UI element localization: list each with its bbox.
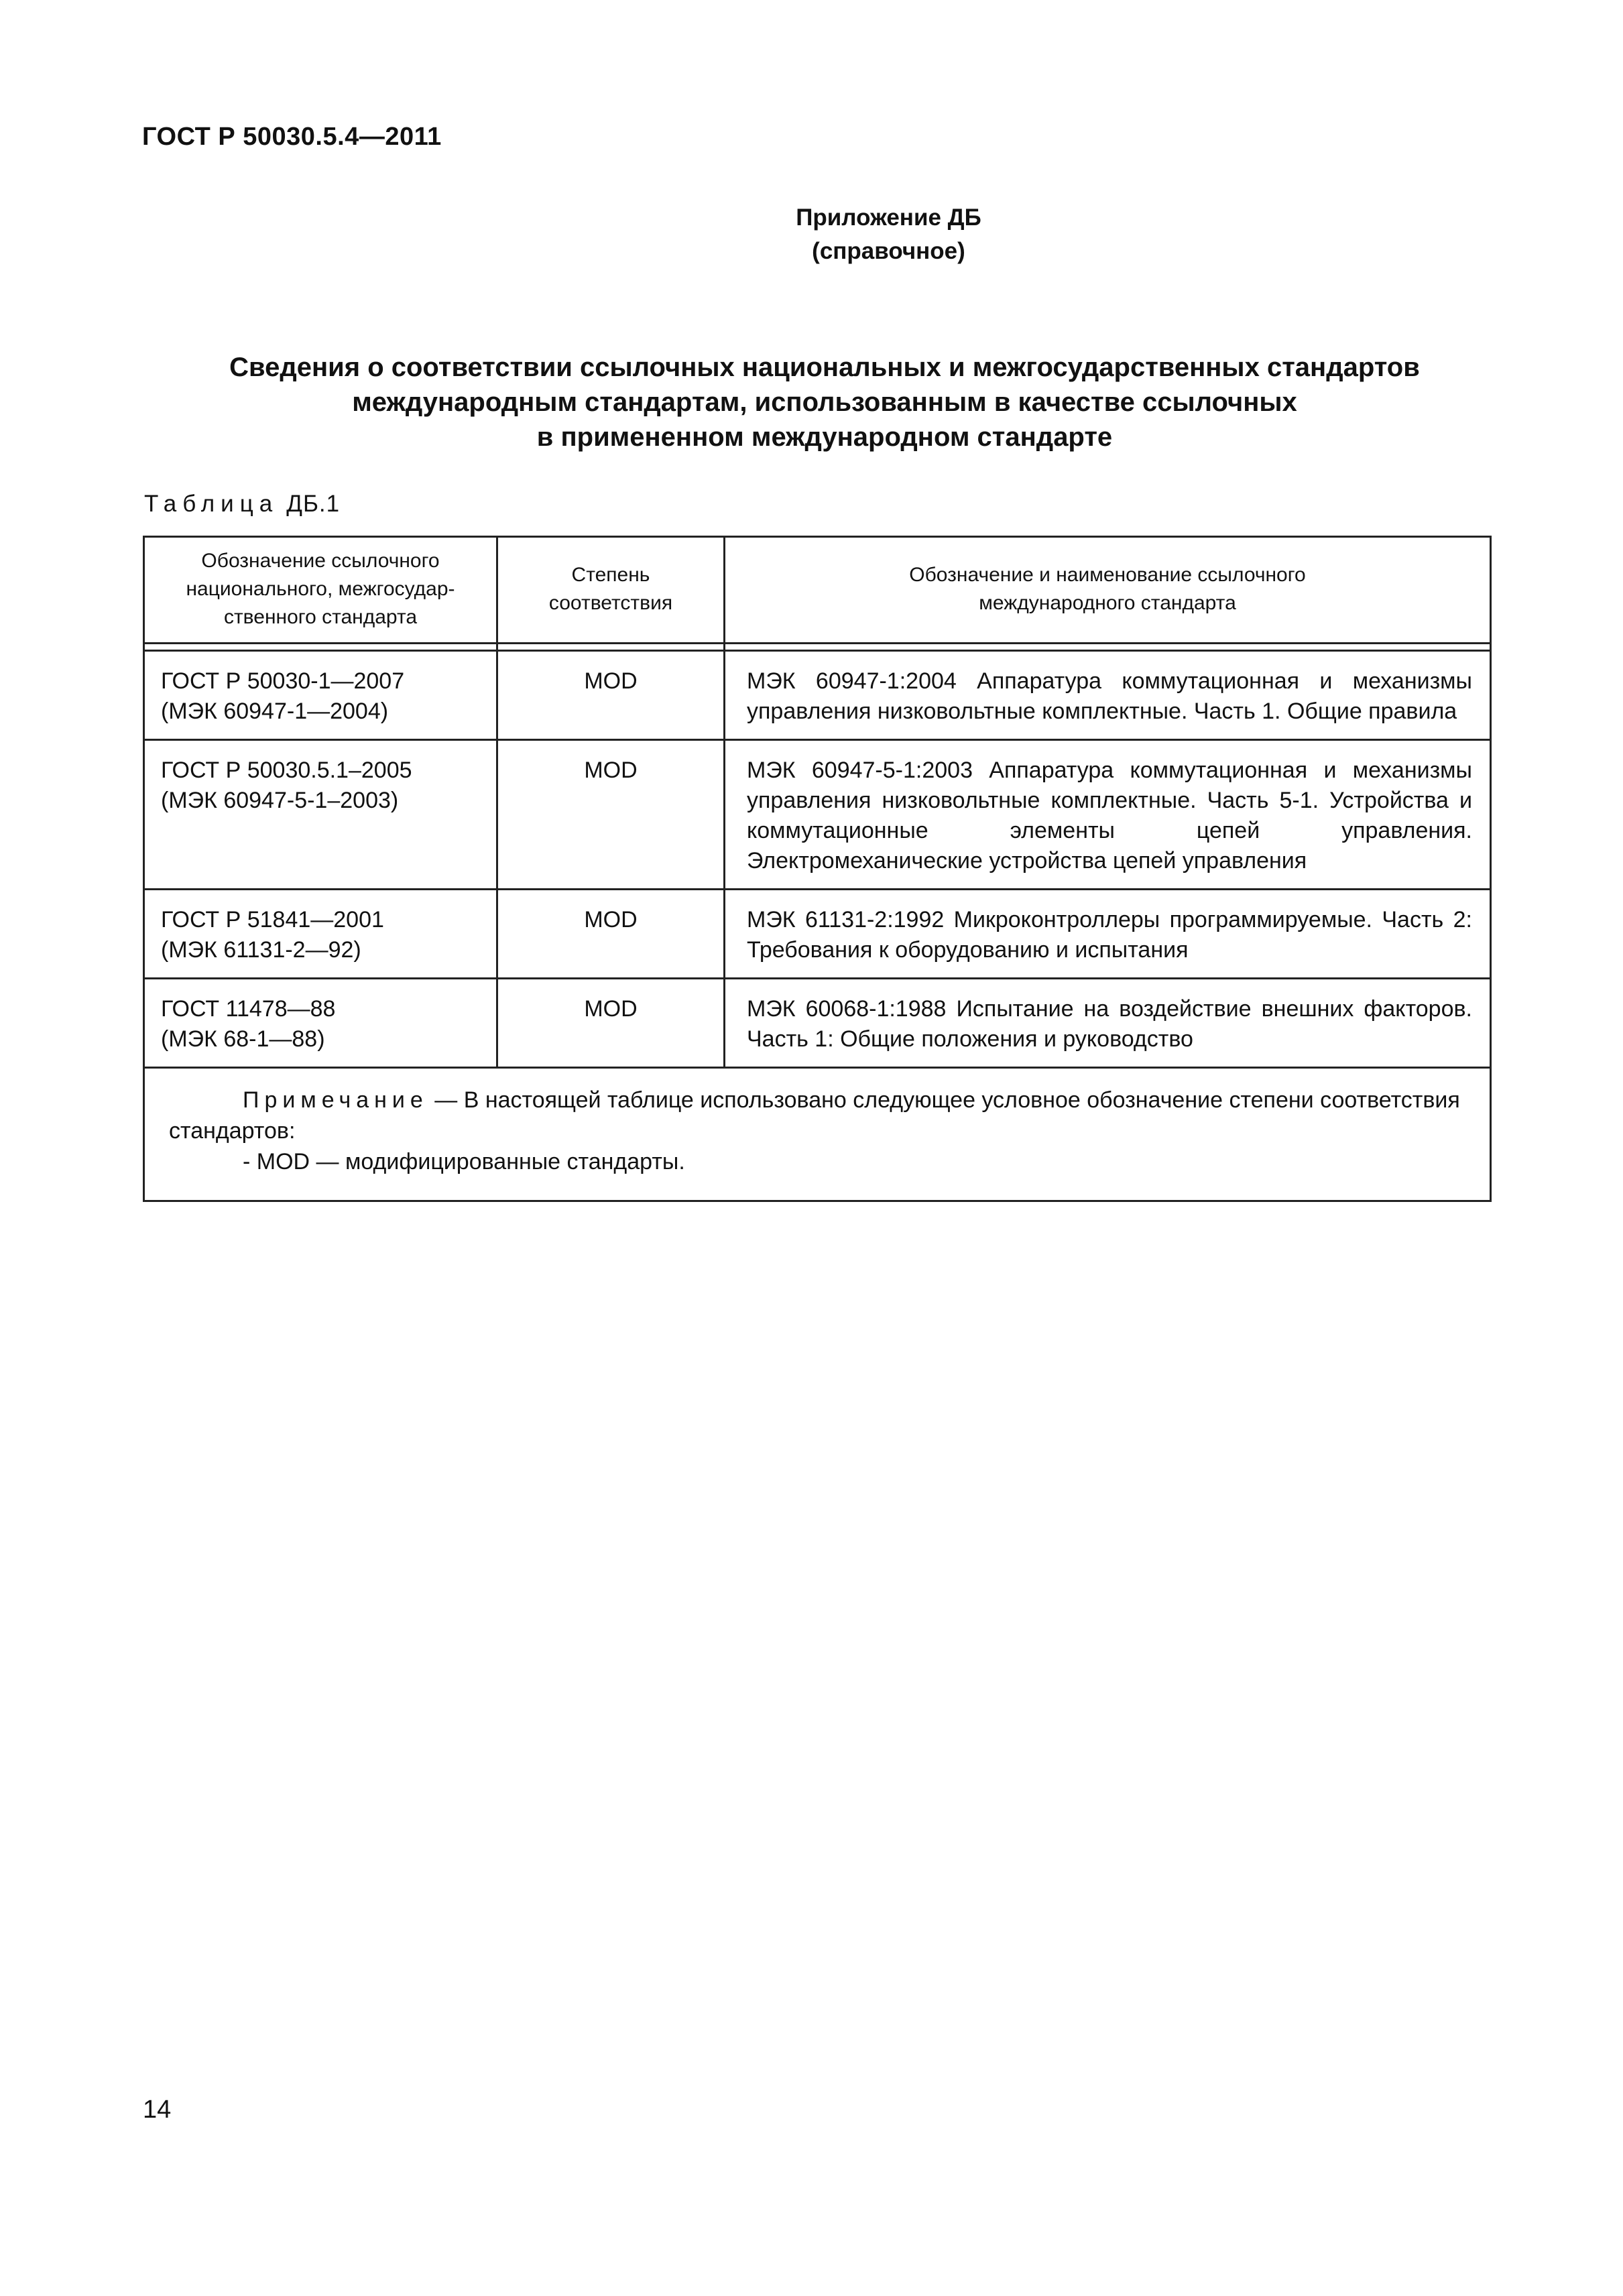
note-text xyxy=(169,1085,1469,1146)
appendix-subtitle: (справочное) xyxy=(812,238,965,264)
degree-cell: MOD xyxy=(497,740,725,890)
national-standard-code: ГОСТ 11478—88 xyxy=(161,996,336,1022)
section-title-line: международным стандартам, использованным в качестве ссылочных xyxy=(352,387,1297,417)
table-label xyxy=(144,491,340,518)
international-standard-cell: МЭК 60947-1:2004 Аппаратура коммутационная и механизмы управления низковольтные комплектные. Часть 1. Общие правила xyxy=(725,651,1491,740)
national-standard-cell xyxy=(144,740,497,890)
standards-table xyxy=(143,536,1492,1202)
note-heading: Примечание xyxy=(243,1087,428,1113)
header-text: международного стандарта xyxy=(979,592,1236,614)
national-standard-code: ГОСТ Р 51841—2001 xyxy=(161,907,384,932)
header-text: Обозначение ссылочного xyxy=(201,550,440,572)
appendix-title: Приложение ДБ xyxy=(796,204,981,231)
header-text: национального, межгосудар- xyxy=(186,578,455,600)
iec-equivalent-code: (МЭК 61131-2—92) xyxy=(161,937,361,963)
table-row xyxy=(144,740,1491,890)
separator-cell xyxy=(144,644,497,651)
note-body: — В настоящей таблице использовано следующее условное обозначение степени соответствия стандартов: xyxy=(169,1087,1460,1144)
section-title xyxy=(174,350,1475,455)
table-header-row xyxy=(144,537,1491,644)
international-standard-cell: МЭК 60068-1:1988 Испытание на воздействие внешних факторов. Часть 1: Общие положения и руководство xyxy=(725,979,1491,1068)
national-standard-cell xyxy=(144,651,497,740)
national-standard-code: ГОСТ Р 50030-1—2007 xyxy=(161,668,405,694)
iec-equivalent-code: (МЭК 60947-5-1–2003) xyxy=(161,788,399,813)
table-note-row xyxy=(144,1068,1491,1201)
section-title-line: Сведения о соответствии ссылочных национальных и межгосударственных стандартов xyxy=(229,353,1420,382)
separator-cell xyxy=(725,644,1491,651)
table-row xyxy=(144,890,1491,979)
table-row xyxy=(144,651,1491,740)
section-title-line: в примененном международном стандарте xyxy=(536,422,1113,452)
header-separator xyxy=(144,644,1491,651)
header-text: Обозначение и наименование ссылочного xyxy=(909,564,1306,586)
separator-cell xyxy=(497,644,725,651)
national-standard-cell xyxy=(144,979,497,1068)
header-international-standard xyxy=(725,537,1491,644)
degree-cell: MOD xyxy=(497,890,725,979)
national-standard-code: ГОСТ Р 50030.5.1–2005 xyxy=(161,758,412,783)
international-standard-cell: МЭК 60947-5-1:2003 Аппаратура коммутационная и механизмы управления низковольтные комплектные. Часть 5-1. Устройства и коммутационные элементы цепей управления. Электромеханические устройства цепей управления xyxy=(725,740,1491,890)
header-national-standard xyxy=(144,537,497,644)
degree-cell: MOD xyxy=(497,979,725,1068)
note-mod-definition: - MOD — модифицированные стандарты. xyxy=(243,1149,685,1174)
national-standard-cell xyxy=(144,890,497,979)
table-row xyxy=(144,979,1491,1068)
header-text: ственного стандарта xyxy=(223,606,418,628)
table-label-word: Таблица xyxy=(144,491,279,517)
appendix-heading xyxy=(0,201,1623,268)
iec-equivalent-code: (МЭК 68-1—88) xyxy=(161,1026,325,1052)
header-degree xyxy=(497,537,725,644)
page-number: 14 xyxy=(143,2096,172,2124)
table-number: ДБ.1 xyxy=(286,491,341,517)
header-text: Степень xyxy=(571,564,650,586)
degree-cell: MOD xyxy=(497,651,725,740)
header-text: соответствия xyxy=(548,592,673,614)
table-note xyxy=(144,1068,1491,1201)
iec-equivalent-code: (МЭК 60947-1—2004) xyxy=(161,699,389,724)
document-id: ГОСТ Р 50030.5.4—2011 xyxy=(142,123,442,151)
international-standard-cell: МЭК 61131-2:1992 Микроконтроллеры программируемые. Часть 2: Требования к оборудованию и испытания xyxy=(725,890,1491,979)
